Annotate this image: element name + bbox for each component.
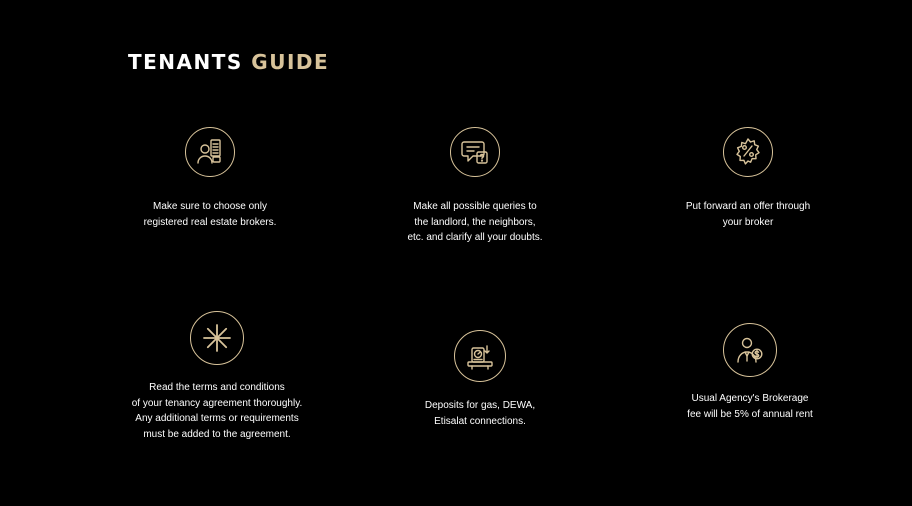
card-description: Put forward an offer through your broker	[685, 201, 811, 228]
guide-card-deposits	[380, 330, 580, 429]
percent-badge-icon	[723, 127, 773, 177]
asterisk-icon	[190, 311, 244, 365]
guide-card-terms	[107, 311, 327, 442]
card-description: Deposits for gas, DEWA, Etisalat connections.	[424, 400, 536, 427]
card-description: Make sure to choose only registered real estate brokers.	[143, 201, 277, 228]
guide-card-offer	[648, 127, 848, 230]
broker-building-icon	[185, 127, 235, 177]
guide-card-queries	[375, 127, 575, 246]
meter-deposit-icon	[454, 330, 506, 382]
page-title	[128, 50, 329, 74]
guide-card-brokers	[110, 127, 310, 230]
agent-dollar-icon	[723, 323, 777, 377]
title-accent: GUIDE	[251, 50, 330, 74]
guide-card-brokerage-fee	[650, 323, 850, 422]
chat-question-icon	[450, 127, 500, 177]
card-description: Usual Agency's Brokerage fee will be 5% of annual rent	[687, 393, 813, 420]
card-description: Make all possible queries to the landlord, the neighbors, etc. and clarify all your doubts.	[407, 201, 543, 243]
card-description: Read the terms and conditions of your tenancy agreement thoroughly. Any additional terms or requirements must be added to the agreement.	[131, 382, 303, 440]
title-main: TENANTS	[128, 50, 243, 74]
